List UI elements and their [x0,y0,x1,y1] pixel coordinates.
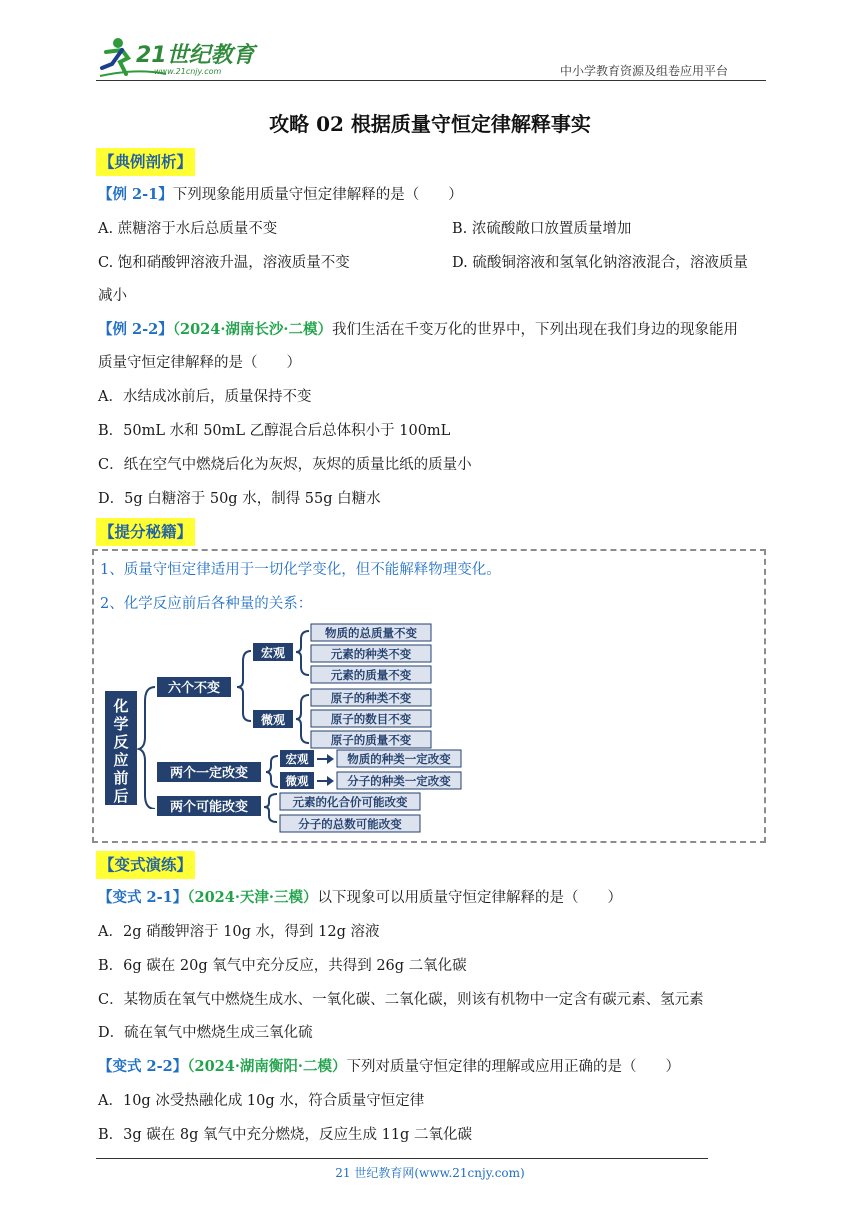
option-a: A．10g 冰受热融化成 10g 水，符合质量守恒定律 [98,1093,425,1109]
arrow-right-icon [317,754,334,764]
six-unchanged-label: 六个不变 [167,681,221,696]
root-char: 应 [113,751,129,769]
section-tag-tips: 【提分秘籍】 [96,518,195,546]
question-text: 以下现象可以用质量守恒定律解释的是（ ） [317,890,622,906]
root-char: 学 [113,715,129,733]
question-source: （2024·湖南衡阳·二模） [187,1058,347,1075]
variant-2-2-stem [98,1057,680,1077]
root-char: 前 [113,769,129,787]
footer-divider [96,1158,708,1159]
macro-brace [296,631,309,675]
question-text-continued: 质量守恒定律解释的是（ ） [98,355,301,371]
logo-text: 21世纪教育 [136,43,255,68]
option-c: C．某物质在氧气中燃烧生成水、一氧化碳、二氧化碳，则该有机物中一定含有碳元素、氢元素 [98,992,704,1008]
option-d: D．5g 白糖溶于 50g 水，制得 55g 白糖水 [98,491,381,507]
option-b: B．6g 碳在 20g 氧气中充分反应，共得到 26g 二氧化碳 [98,958,467,974]
option-b: B．50mL 水和 50mL 乙醇混合后总体积小于 100mL [98,423,451,439]
question-label: 【变式 2-2】 [98,1058,188,1075]
tip-2: 2、化学反应前后各种量的关系： [100,596,313,612]
arrow-right-icon [317,776,334,786]
logo-url: www.21cnjy.com [154,67,222,76]
root-char: 反 [113,733,129,751]
option-c: C. 饱和硝酸钾溶液升温，溶液质量不变 [98,255,350,271]
six-brace [237,651,251,721]
item-atom-type: 原子的种类不变 [330,691,412,705]
option-b: B. 浓硫酸敞口放置质量增加 [452,221,632,237]
macro-label: 宏观 [260,646,286,660]
page-title: 攻略 02 根据质量守恒定律解释事实 [269,112,591,136]
macro2-label: 宏观 [285,752,309,766]
variant-2-1-stem [98,888,622,908]
platform-name: 中小学教育资源及组卷应用平台 [560,64,729,78]
item-atom-count: 原子的数目不变 [330,712,412,726]
question-text: 下列现象能用质量守恒定律解释的是（ ） [172,187,463,203]
question-source: （2024·天津·三模） [187,889,318,906]
footer-text[interactable]: 21 世纪教育网(www.21cnjy.com) [335,1166,525,1180]
question-label: 【例 2-1】 [98,186,173,203]
question-label: 【变式 2-1】 [98,889,188,906]
option-d-continued: 减小 [98,288,127,304]
change-brace [266,756,278,787]
section-tag-practice: 【变式演练】 [96,851,195,879]
micro-label: 微观 [260,713,286,727]
question-text: 下列对质量守恒定律的理解或应用正确的是（ ） [346,1059,680,1075]
item-element-mass: 元素的质量不变 [330,668,412,682]
root-char: 后 [113,787,129,805]
question-text: 我们生活在千变万化的世界中，下列出现在我们身边的现象能用 [331,322,738,338]
option-b: B．3g 碳在 8g 氧气中充分燃烧，反应生成 11g 二氧化碳 [98,1127,472,1143]
two-must-change-label: 两个一定改变 [169,766,249,781]
diagram-maybe-row [103,790,483,838]
option-a: A. 蔗糖溶于水后总质量不变 [98,221,278,237]
header-divider [96,80,766,81]
root-char: 化 [113,697,129,715]
question-source: （2024·湖南长沙·二模） [172,321,332,338]
item-valence-maybe: 元素的化合价可能改变 [292,795,408,809]
question-2-1-stem [98,185,463,205]
question-label: 【例 2-2】 [98,321,173,338]
maybe-brace [264,794,277,822]
option-a: A．2g 硝酸钾溶于 10g 水，得到 12g 溶液 [98,924,380,940]
site-logo [96,34,261,80]
two-may-change-label: 两个可能改变 [169,800,249,815]
item-substance-change: 物质的种类一定改变 [347,752,451,766]
item-atom-mass: 原子的质量不变 [330,733,412,747]
item-element-type: 元素的种类不变 [330,647,412,661]
tip-1: 1、质量守恒定律适用于一切化学变化，但不能解释物理变化。 [100,562,501,578]
micro2-label: 微观 [285,774,309,788]
conservation-diagram [103,621,483,809]
option-d: D. 硫酸铜溶液和氢氧化钠溶液混合，溶液质量 [452,255,748,271]
item-molecule-change: 分子的种类一定改变 [347,774,451,788]
item-molecule-count-maybe: 分子的总数可能改变 [298,817,402,831]
section-tag-examples: 【典例剖析】 [96,148,195,176]
question-2-2-stem [98,320,738,340]
option-a: A．水结成冰前后，质量保持不变 [98,389,312,405]
item-total-mass: 物质的总质量不变 [325,626,417,640]
micro-brace [296,695,309,743]
option-c: C．纸在空气中燃烧后化为灰烬，灰烬的质量比纸的质量小 [98,457,472,473]
option-d: D．硫在氧气中燃烧生成三氧化硫 [98,1025,313,1041]
